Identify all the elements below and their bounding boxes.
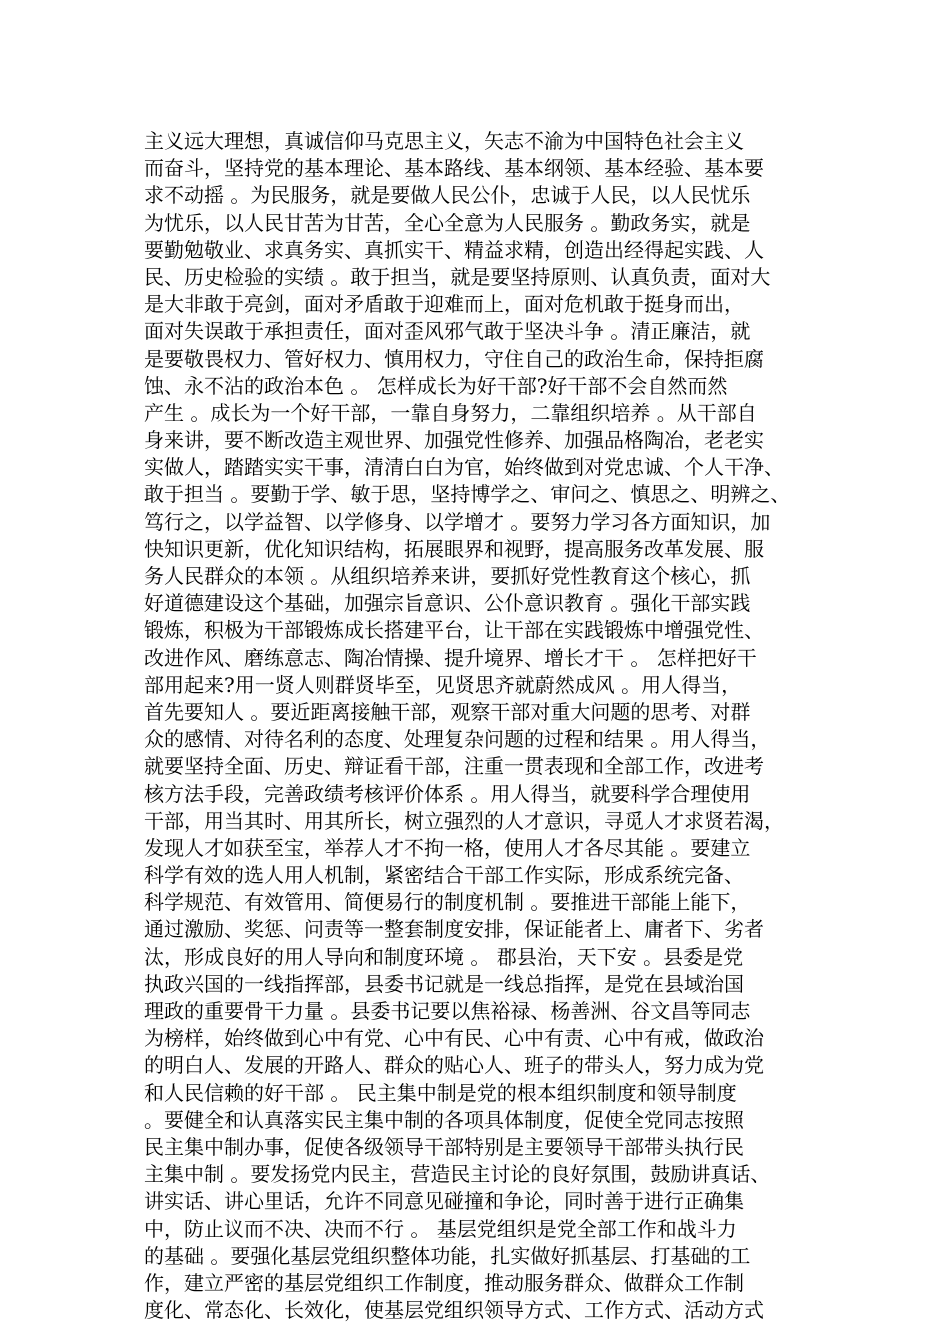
text-line: 为忧乐，以人民甘苦为甘苦，全心全意为人民服务 。勤政务实，就是	[144, 210, 751, 235]
text-line: 面对失误敢于承担责任，面对歪风邪气敢于坚决斗争 。清正廉洁，就	[144, 319, 751, 344]
text-line: 中，防止议而不决、决而不行 。 基层党组织是党全部工作和战斗力	[144, 1216, 737, 1241]
text-line: 作，建立严密的基层党组织工作制度，推动服务群众、做群众工作制	[144, 1270, 744, 1295]
text-line: 求不动摇 。为民服务，就是要做人民公仆，忠诚于人民，以人民忧乐	[144, 183, 751, 208]
text-line: 众的感情、对待名利的态度、处理复杂问题的过程和结果 。用人得当，	[144, 727, 771, 752]
text-line: 的明白人、发展的开路人、群众的贴心人、班子的带头人，努力成为党	[144, 1053, 764, 1078]
text-line: 好道德建设这个基础，加强宗旨意识、公仆意识教育 。强化干部实践	[144, 591, 751, 616]
text-line: 民主集中制办事，促使各级领导干部特别是主要领导干部带头执行民	[144, 1134, 744, 1159]
text-line: 科学有效的选人用人机制，紧密结合干部工作实际，形成系统完备、	[144, 863, 744, 888]
text-line: 讲实话、讲心里话，允许不同意见碰撞和争论，同时善于进行正确集	[144, 1189, 744, 1214]
text-line: 主义远大理想，真诚信仰马克思主义，矢志不渝为中国特色社会主义	[144, 129, 744, 153]
text-line: 的基础 。要强化基层党组织整体功能，扎实做好抓基层、打基础的工	[144, 1243, 751, 1268]
text-line: 部用起来?用一贤人则群贤毕至，见贤思齐就蔚然成风 。用人得当，	[144, 672, 742, 697]
text-line: 身来讲，要不断改造主观世界、加强党性修养、加强品格陶冶，老老实	[144, 428, 764, 453]
text-line: 要勤勉敬业、求真务实、真抓实干、精益求精，创造出经得起实践、人	[144, 237, 764, 262]
text-line: 主集中制 。要发扬党内民主，营造民主讨论的良好氛围，鼓励讲真话、	[144, 1162, 771, 1187]
text-line: 快知识更新，优化知识结构，拓展眼界和视野，提高服务改革发展、服	[144, 536, 764, 561]
text-line: 。要健全和认真落实民主集中制的各项具体制度，促使全党同志按照	[144, 1107, 744, 1132]
text-line: 执政兴国的一线指挥部，县委书记就是一线总指挥，是党在县域治国	[144, 971, 744, 996]
text-line: 核方法手段，完善政绩考核评价体系 。用人得当，就要科学合理使用	[144, 781, 751, 806]
text-line: 为榜样，始终做到心中有党、心中有民、心中有责、心中有戒，做政治	[144, 1026, 764, 1051]
body-text	[144, 128, 824, 1324]
text-line: 务人民群众的本领 。从组织培养来讲，要抓好党性教育这个核心，抓	[144, 564, 751, 588]
text-line: 是大非敢于亮剑，面对矛盾敢于迎难而上，面对危机敢于挺身而出，	[144, 292, 744, 317]
text-line: 改进作风、磨练意志、陶冶情操、提升境界、增长才干 。 怎样把好干	[144, 645, 757, 670]
text-line: 就要坚持全面、历史、辩证看干部，注重一贯表现和全部工作，改进考	[144, 754, 764, 779]
text-line: 通过激励、奖惩、问责等一整套制度安排，保证能者上、庸者下、劣者	[144, 917, 764, 942]
text-line: 和人民信赖的好干部 。 民主集中制是党的根本组织制度和领导制度	[144, 1080, 737, 1105]
text-line: 汰，形成良好的用人导向和制度环境 。 郡县治，天下安 。县委是党	[144, 944, 744, 969]
text-line: 蚀、永不沾的政治本色 。 怎样成长为好干部?好干部不会自然而然	[144, 373, 728, 398]
text-line: 发现人才如获至宝，举荐人才不拘一格，使用人才各尽其能 。要建立	[144, 835, 751, 860]
text-line: 锻炼，积极为干部锻炼成长搭建平台，让干部在实践锻炼中增强党性、	[144, 618, 764, 643]
text-line: 首先要知人 。要近距离接触干部，观察干部对重大问题的思考、对群	[144, 699, 751, 724]
text-line: 而奋斗，坚持党的基本理论、基本路线、基本纲领、基本经验、基本要	[144, 156, 764, 181]
text-line: 笃行之，以学益智、以学修身、以学增才 。要努力学习各方面知识，加	[144, 509, 771, 534]
text-line: 实做人，踏踏实实干事，清清白白为官，始终做到对党忠诚、个人干净、	[144, 455, 784, 480]
text-line: 理政的重要骨干力量 。县委书记要以焦裕禄、杨善洲、谷文昌等同志	[144, 999, 751, 1023]
text-line: 敢于担当 。要勤于学、敏于思，坚持博学之、审问之、慎思之、明辨之、	[144, 482, 791, 507]
text-line: 产生 。成长为一个好干部，一靠自身努力，二靠组织培养 。从干部自	[144, 400, 757, 425]
text-line: 是要敬畏权力、管好权力、慎用权力，守住自己的政治生命，保持拒腐	[144, 346, 764, 371]
text-line: 科学规范、有效管用、简便易行的制度机制 。要推进干部能上能下，	[144, 890, 751, 915]
text-line: 度化、常态化、长效化，使基层党组织领导方式、工作方式、活动方式	[144, 1298, 764, 1323]
text-line: 民、历史检验的实绩 。敢于担当，就是要坚持原则、认真负责，面对大	[144, 264, 771, 289]
text-line: 干部，用当其时、用其所长，树立强烈的人才意识，寻觅人才求贤若渴，	[144, 808, 784, 833]
